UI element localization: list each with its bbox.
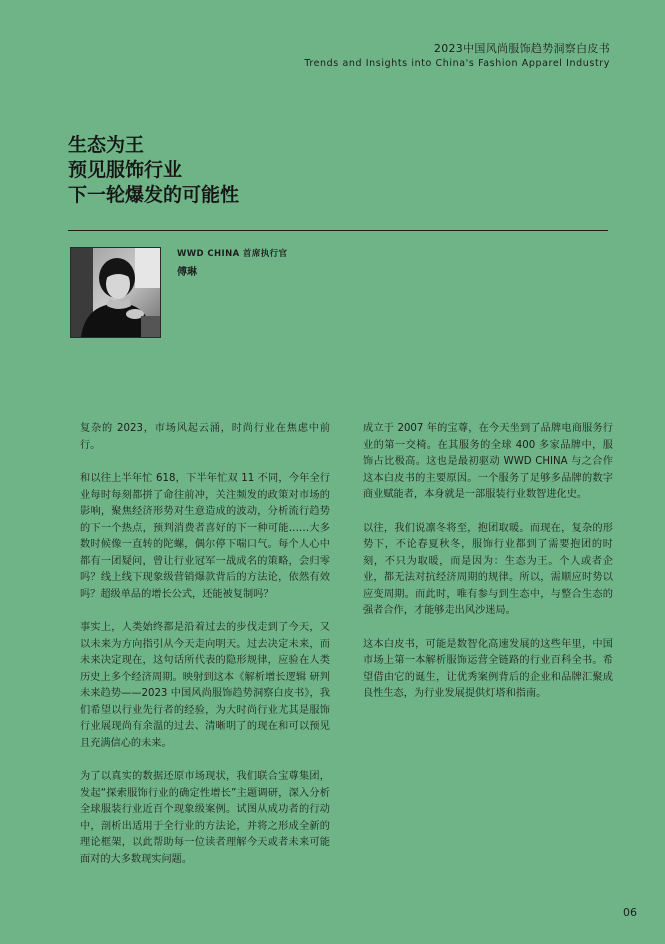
paragraph: 事实上，人类始终都是沿着过去的步伐走到了今天，又以未来为方向指引从今天走向明天。过去决定未来，而未来决定现在，这句话所代表的隐形规律，应验在人类历史上多个经济周期。映射到这本《解析增长逻辑 研判未来趋势——2023 中国风尚服饰趋势洞察白皮书》，我们希望以行业先行者的经验，为大时尚行业尤其是服饰行业展现尚有余温的过去、清晰明了的现在和可以预见且充满信心的未来。 bbox=[80, 622, 330, 749]
page-title bbox=[68, 133, 239, 208]
author-title: WWD CHINA 首席执行官 bbox=[177, 249, 288, 259]
title-line-3: 下一轮爆发的可能性 bbox=[68, 184, 240, 206]
paragraph: 成立于 2007 年的宝尊，在今天坐到了品牌电商服务行业的第一交椅。在其服务的全球 400 多家品牌中，服饰占比极高。这也是最初驱动 WWD CHINA 与之合作这本白皮书的主要原因。一个服务了足够多品牌的数字商业赋能者，本身就是一部服装行业数智进化史。 bbox=[363, 423, 613, 500]
paragraph: 为了以真实的数据还原市场现状，我们联合宝尊集团，发起“探索服饰行业的确定性增长”主题调研，深入分析全球服装行业近百个现象级案例。试图从成功者的行动中，剖析出适用于全行业的方法论，并将之形成全新的理论框架，以此帮助每一位读者理解今天或者未来可能面对的大多数现实问题。 bbox=[80, 771, 330, 865]
title-line-2: 预见服饰行业 bbox=[68, 159, 183, 181]
body-column-left bbox=[80, 421, 330, 885]
header-title-en: Trends and Insights into China's Fashion Apparel Industry bbox=[304, 58, 610, 69]
header-title-cn: 2023中国风尚服饰趋势洞察白皮书 bbox=[433, 42, 610, 55]
page-number: 06 bbox=[623, 906, 637, 919]
paragraph: 和以往上半年忙 618，下半年忙双 11 不同，今年全行业每时每刻都拼了命往前冲，关注频发的政策对市场的影响，聚焦经济形势对生意造成的波动，分析流行趋势的下一个热点，预判消费者喜好的下一种可能……大多数时候像一直转的陀螺，偶尔停下喘口气。每个人心中都有一团疑问，曾让行业冠军一战成名的策略，会归零吗？线上线下现象级营销爆款背后的方法论，依然有效吗？超级单品的增长公式，还能被复制吗？ bbox=[80, 473, 330, 600]
body-column-right bbox=[363, 421, 613, 720]
paragraph: 这本白皮书，可能是数智化高速发展的这些年里，中国市场上第一本解析服饰运营全链路的行业百科全书。希望借由它的诞生，让优秀案例背后的企业和品牌汇聚成良性生态，为行业发展提供灯塔和指南。 bbox=[363, 638, 613, 699]
title-line-1: 生态为王 bbox=[68, 134, 145, 156]
paragraph: 以往，我们说凛冬将至，抱团取暖。而现在，复杂的形势下，不论春夏秋冬，服饰行业都到了需要抱团的时刻，不只为取暖，而是因为：生态为王。个人或者企业，都无法对抗经济周期的规律。所以，需顺应时势以应变周期。而此时，唯有参与到生态中，与整合生态的强者合作，才能够走出风沙迷局。 bbox=[363, 522, 613, 616]
author-name: 傅琳 bbox=[177, 267, 197, 278]
divider bbox=[68, 230, 608, 231]
paragraph: 复杂的 2023，市场风起云涌，时尚行业在焦虑中前行。 bbox=[80, 423, 330, 451]
author-photo bbox=[70, 247, 161, 338]
